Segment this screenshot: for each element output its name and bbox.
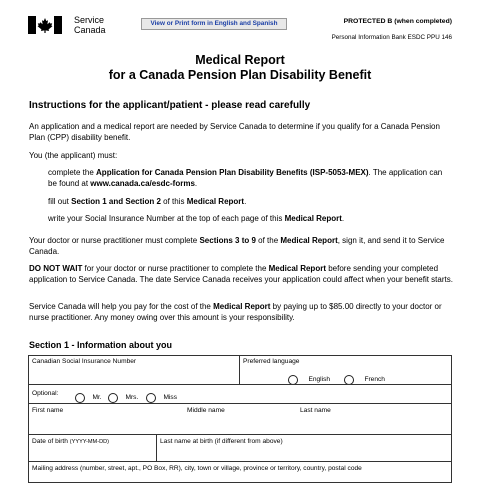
dob-format: (YYYY-MM-DD): [69, 439, 110, 445]
radio-english-label: English: [308, 376, 331, 384]
radio-mr-circle[interactable]: [75, 393, 85, 403]
page-title-line1: Medical Report: [195, 53, 285, 67]
radio-mrs-circle[interactable]: [108, 393, 118, 403]
sin-label: Canadian Social Insurance Number: [32, 358, 137, 365]
preferred-language-label: Preferred language: [243, 358, 300, 365]
view-print-button[interactable]: View or Print form in English and Spanish: [141, 18, 287, 30]
instructions-paragraph-3: Your doctor or nurse practitioner must complete Sections 3 to 9 of the Medical Report, sign it, and send it to Service Canada.: [29, 236, 445, 256]
last-name-label: Last name: [300, 407, 331, 414]
instructions-paragraph-2: You (the applicant) must:: [29, 151, 118, 160]
radio-mrs-label: Mrs.: [125, 394, 139, 402]
protected-label: PROTECTED B (when completed): [343, 18, 452, 25]
instruction-item-1: complete the Application for Canada Pension Plan Disability Benefits (ISP-5053-MEX). The application can be found at www.canada.ca/esdc-forms.: [48, 168, 443, 188]
personal-info-bank: Personal Information Bank ESDC PPU 146: [331, 34, 452, 41]
radio-miss-circle[interactable]: [146, 393, 156, 403]
radio-mr-label: Mr.: [92, 394, 102, 402]
date-of-birth-field[interactable]: [28, 434, 157, 462]
instructions-paragraph-5: Service Canada will help you pay for the cost of the Medical Report by paying up to $85.00 directly to your doctor or nurse practitioner. Any money owing over this amount is your responsibility.: [29, 302, 442, 322]
page-title-line2: for a Canada Pension Plan Disability Benefit: [108, 68, 372, 82]
instructions-paragraph-1: An application and a medical report are needed by Service Canada to determine if you qualify for a Canada Pension Plan (CPP) disability benefit.: [29, 122, 440, 142]
first-name-label: First name: [32, 407, 64, 414]
instructions-paragraph-4: DO NOT WAIT for your doctor or nurse practitioner to complete the Medical Report before sending your completed application to Service Canada. The date Service Canada receives your application could affect when your benefit starts.: [29, 264, 453, 284]
preferred-language-field: [239, 355, 452, 385]
name-fields-row[interactable]: [28, 403, 452, 435]
logo-line2: Canada: [74, 25, 106, 35]
sin-field[interactable]: [28, 355, 240, 385]
section-1-heading: Section 1 - Information about you: [29, 340, 173, 350]
mailing-address-label: Mailing address (number, street, apt., PO Box, RR), city, town or village, province or territory, country, postal code: [32, 465, 362, 472]
title-options-row: [28, 384, 452, 404]
last-name-at-birth-field[interactable]: [156, 434, 452, 462]
service-canada-wordmark: [74, 15, 106, 35]
radio-miss-label: Miss: [163, 394, 178, 402]
canada-flag-icon: [28, 16, 62, 34]
last-name-at-birth-label: Last name at birth (if different from above): [160, 438, 283, 445]
logo-line1: Service: [74, 15, 105, 25]
instructions-heading: Instructions for the applicant/patient - please read carefully: [29, 100, 311, 111]
middle-name-label: Middle name: [187, 407, 225, 414]
instruction-item-2: fill out Section 1 and Section 2 of this Medical Report.: [48, 197, 247, 206]
radio-french-label: French: [364, 376, 385, 384]
instruction-item-3: write your Social Insurance Number at the top of each page of this Medical Report.: [48, 214, 345, 223]
dob-label: Date of birth (YYYY-MM-DD): [32, 438, 110, 445]
optional-label: Optional:: [32, 390, 59, 397]
